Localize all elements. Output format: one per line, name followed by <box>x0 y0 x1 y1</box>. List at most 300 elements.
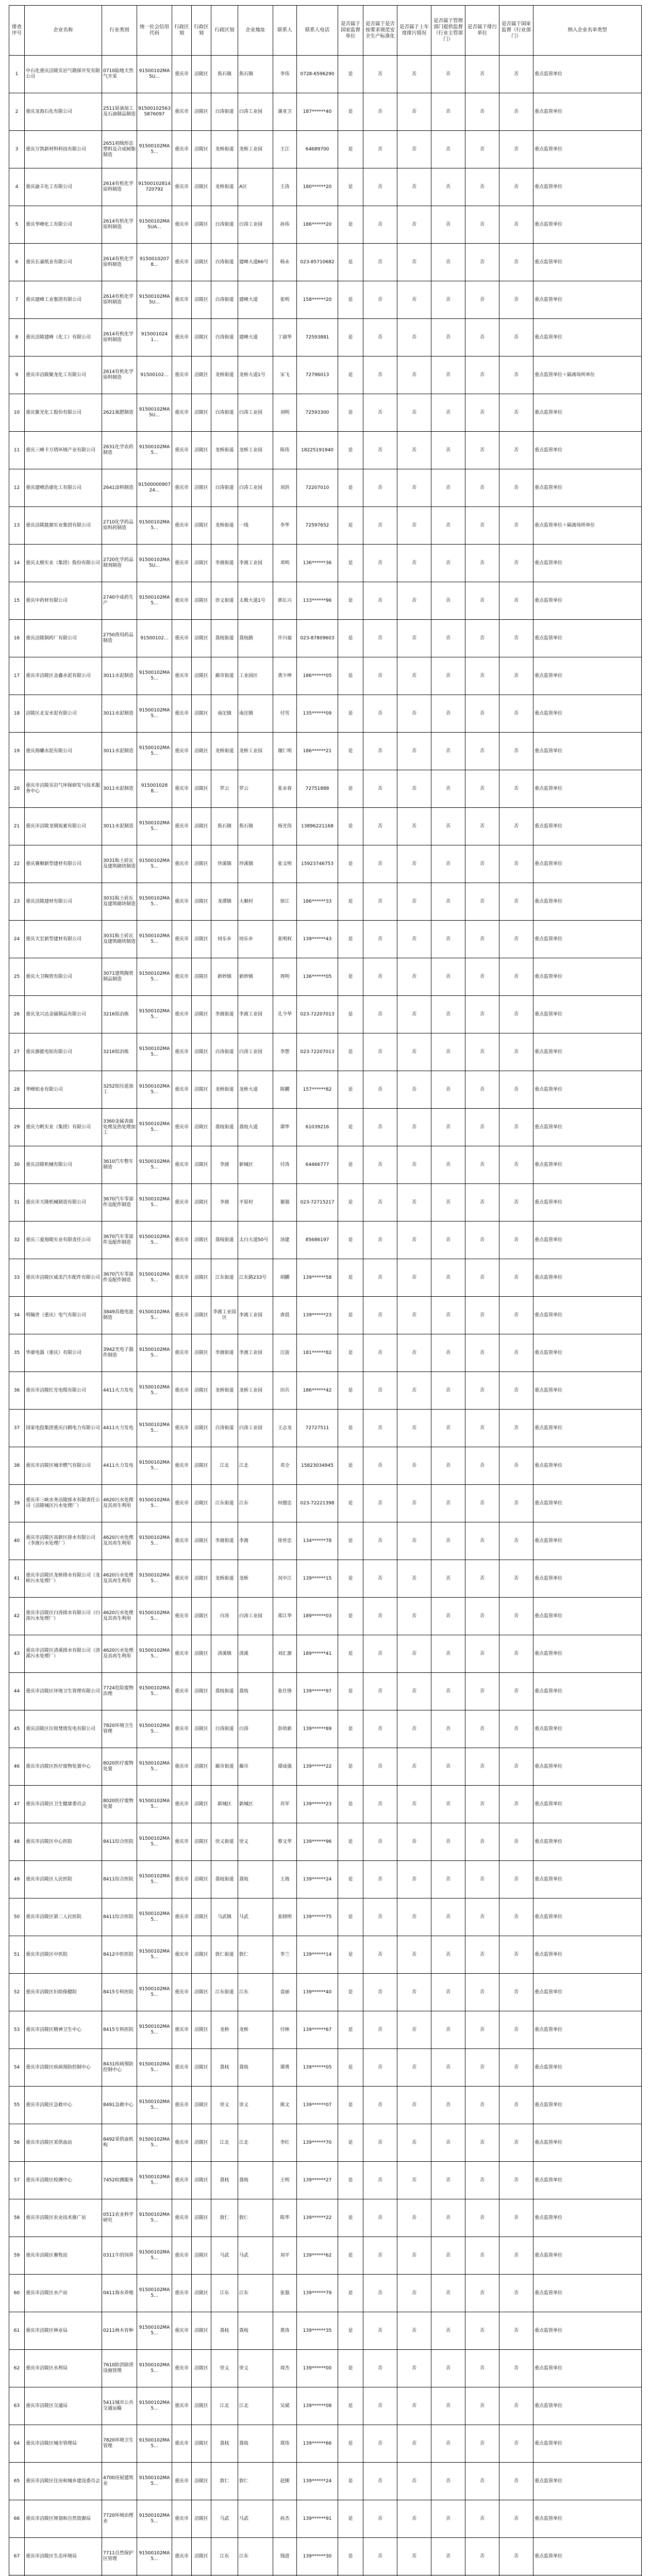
cell-contact: 谭勇 <box>273 2049 297 2087</box>
cell-code: 91500102MA5... <box>137 1447 172 1485</box>
cell-dist: 荔枝街道 <box>211 620 238 657</box>
cell-code: 91500102MA5... <box>137 1146 172 1184</box>
cell-phone: 139******91 <box>297 2500 338 2538</box>
cell-c1: 是 <box>338 1146 363 1184</box>
cell-name: 重庆市涪陵区中医院 <box>25 1936 102 1974</box>
cell-seq: 3 <box>9 131 25 168</box>
cell-c1: 是 <box>338 2500 363 2538</box>
cell-addr: 荔枝路 <box>238 620 273 657</box>
cell-c7: 重点监管单位 <box>534 319 642 357</box>
cell-c5: 否 <box>465 2087 499 2124</box>
cell-industry: 8411综合医院 <box>102 1861 137 1899</box>
cell-c3: 否 <box>397 1974 431 2011</box>
cell-c3: 否 <box>397 394 431 432</box>
cell-c6: 否 <box>499 2049 534 2087</box>
cell-seq: 33 <box>9 1259 25 1297</box>
cell-c7: 重点监管单位 <box>534 921 642 958</box>
cell-c5: 否 <box>465 2011 499 2049</box>
cell-city: 涪陵区 <box>192 1259 211 1297</box>
cell-c6: 否 <box>499 319 534 357</box>
cell-c7: 重点监管单位 <box>534 1710 642 1748</box>
table-row <box>9 2011 642 2049</box>
cell-addr: 李渡 <box>238 1522 273 1560</box>
cell-phone: 72796013 <box>297 357 338 394</box>
cell-seq: 30 <box>9 1146 25 1184</box>
cell-industry: 2720化学药品制剂制造 <box>102 545 137 582</box>
cell-prov: 重庆市 <box>172 93 192 131</box>
cell-c6: 否 <box>499 56 534 93</box>
cell-city: 涪陵区 <box>192 357 211 394</box>
cell-industry: 4620污水处理及其再生利用 <box>102 1560 137 1598</box>
cell-c3: 否 <box>397 2199 431 2237</box>
cell-phone: 61039216 <box>297 1109 338 1146</box>
cell-c7: 重点监管单位 <box>534 1786 642 1823</box>
cell-name: 重庆市涪陵区人民医院 <box>25 1861 102 1899</box>
cell-c6: 否 <box>499 1823 534 1861</box>
cell-c5: 否 <box>465 1372 499 1410</box>
cell-dist: 龙潭镇 <box>211 883 238 921</box>
cell-seq: 48 <box>9 1823 25 1861</box>
table-row <box>9 1823 642 1861</box>
cell-dist: 荔枝 <box>211 2049 238 2087</box>
cell-addr: 太极大道1号 <box>238 582 273 620</box>
cell-contact: 唐晨 <box>273 1297 297 1334</box>
cell-contact: 徐世忠 <box>273 1522 297 1560</box>
cell-dist: 江东 <box>211 2538 238 2575</box>
cell-c4: 否 <box>431 1334 465 1372</box>
cell-city: 涪陵区 <box>192 56 211 93</box>
cell-c4: 否 <box>431 1974 465 2011</box>
cell-c2: 否 <box>363 1899 397 1936</box>
cell-contact: 汪波 <box>273 1334 297 1372</box>
cell-seq: 8 <box>9 319 25 357</box>
cell-seq: 6 <box>9 244 25 281</box>
cell-c1: 是 <box>338 1372 363 1410</box>
cell-c1: 是 <box>338 319 363 357</box>
cell-phone: 133******96 <box>297 582 338 620</box>
cell-industry: 8492采供血机构 <box>102 2124 137 2162</box>
table-row <box>9 1560 642 1598</box>
cell-c6: 否 <box>499 921 534 958</box>
cell-addr: 荔枝 <box>238 1673 273 1710</box>
cell-c7: 重点监管单位 <box>534 695 642 733</box>
cell-code: 91500102MA5... <box>137 2237 172 2275</box>
cell-c3: 否 <box>397 657 431 695</box>
cell-c2: 否 <box>363 1748 397 1786</box>
cell-phone: 139******89 <box>297 1710 338 1748</box>
cell-c2: 否 <box>363 206 397 244</box>
cell-name: 重庆市三峡水务涪陵排水有限责任公司（涪陵城区污水处理厂） <box>25 1485 102 1522</box>
cell-dist: 龙桥街道 <box>211 432 238 469</box>
cell-c5: 否 <box>465 958 499 996</box>
cell-dist: 龙桥 <box>211 2011 238 2049</box>
cell-dist: 白涛街道 <box>211 394 238 432</box>
cell-c6: 否 <box>499 2011 534 2049</box>
cell-c5: 否 <box>465 770 499 808</box>
cell-c4: 否 <box>431 1710 465 1748</box>
cell-city: 涪陵区 <box>192 1936 211 1974</box>
cell-c4: 否 <box>431 432 465 469</box>
cell-prov: 重庆市 <box>172 545 192 582</box>
cell-c5: 否 <box>465 1936 499 1974</box>
cell-c4: 否 <box>431 845 465 883</box>
cell-phone: 13896221168 <box>297 808 338 845</box>
cell-dist: 白涛街道 <box>211 281 238 319</box>
cell-addr: 敦仁 <box>238 1936 273 1974</box>
cell-c7: 重点监管单位 <box>534 620 642 657</box>
cell-c6: 否 <box>499 394 534 432</box>
cell-c2: 否 <box>363 1974 397 2011</box>
cell-c7: 重点监管单位 <box>534 56 642 93</box>
cell-c2: 否 <box>363 1410 397 1447</box>
document-page <box>9 0 641 2576</box>
cell-c3: 否 <box>397 2312 431 2350</box>
cell-c1: 是 <box>338 1823 363 1861</box>
cell-prov: 重庆市 <box>172 1184 192 1222</box>
cell-c2: 否 <box>363 2350 397 2387</box>
cell-name: 重庆涪陵区垃圾焚烧发电有限公司 <box>25 1710 102 1748</box>
cell-c6: 否 <box>499 1297 534 1334</box>
cell-c4: 否 <box>431 2049 465 2087</box>
cell-industry: 8412中医医院 <box>102 1936 137 1974</box>
cell-c4: 否 <box>431 1259 465 1297</box>
cell-addr: 龙桥工业园 <box>238 1372 273 1410</box>
cell-name: 重庆市涪陵区城市管理局 <box>25 2425 102 2463</box>
cell-c6: 否 <box>499 1334 534 1372</box>
cell-seq: 53 <box>9 2011 25 2049</box>
cell-c1: 是 <box>338 1861 363 1899</box>
table-row <box>9 733 642 770</box>
cell-city: 涪陵区 <box>192 469 211 507</box>
cell-c1: 是 <box>338 695 363 733</box>
cell-code: 91500102MA5... <box>137 2011 172 2049</box>
cell-name: 重庆涪陵建材有限公司 <box>25 883 102 921</box>
cell-city: 涪陵区 <box>192 2237 211 2275</box>
cell-c5: 否 <box>465 1560 499 1598</box>
cell-contact: 张永春 <box>273 770 297 808</box>
cell-c6: 否 <box>499 1936 534 1974</box>
cell-prov: 重庆市 <box>172 2350 192 2387</box>
cell-c7: 重点监管单位 <box>534 469 642 507</box>
cell-c4: 否 <box>431 2237 465 2275</box>
cell-seq: 62 <box>9 2350 25 2387</box>
cell-c3: 否 <box>397 244 431 281</box>
cell-c3: 否 <box>397 2237 431 2275</box>
cell-c5: 否 <box>465 2463 499 2500</box>
cell-c3: 否 <box>397 733 431 770</box>
cell-dist: 马武 <box>211 2500 238 2538</box>
table-row <box>9 2538 642 2575</box>
cell-addr: 李渡工业园 <box>238 996 273 1033</box>
table-row <box>9 1259 642 1297</box>
cell-c5: 否 <box>465 845 499 883</box>
table-row <box>9 808 642 845</box>
cell-city: 涪陵区 <box>192 1974 211 2011</box>
cell-c5: 否 <box>465 1334 499 1372</box>
cell-c2: 否 <box>363 432 397 469</box>
cell-contact: 付林 <box>273 2011 297 2049</box>
cell-c3: 否 <box>397 695 431 733</box>
cell-c4: 否 <box>431 2350 465 2387</box>
cell-c7: 重点监管单位 <box>534 1071 642 1109</box>
cell-c5: 否 <box>465 1184 499 1222</box>
cell-c4: 否 <box>431 168 465 206</box>
cell-c5: 否 <box>465 1410 499 1447</box>
cell-prov: 重庆市 <box>172 1033 192 1071</box>
cell-c2: 否 <box>363 56 397 93</box>
cell-prov: 重庆市 <box>172 921 192 958</box>
table-row <box>9 2500 642 2538</box>
cell-prov: 重庆市 <box>172 507 192 545</box>
cell-name: 重庆太极实业（集团）股份有限公司 <box>25 545 102 582</box>
cell-c6: 否 <box>499 1861 534 1899</box>
cell-c7: 重点监管单位 <box>534 131 642 168</box>
cell-c6: 否 <box>499 2312 534 2350</box>
cell-industry: 8431疾病预防控制中心 <box>102 2049 137 2087</box>
cell-dist: 珍溪镇 <box>211 845 238 883</box>
cell-c7: 重点监管单位 <box>534 1522 642 1560</box>
cell-dist: 李渡 <box>211 1146 238 1184</box>
cell-prov: 重庆市 <box>172 958 192 996</box>
cell-c2: 否 <box>363 1071 397 1109</box>
cell-industry: 3216铝冶炼 <box>102 996 137 1033</box>
header-city: 行政区划 <box>192 6 211 56</box>
cell-c3: 否 <box>397 2275 431 2312</box>
cell-addr: 白涛工业园 <box>238 93 273 131</box>
cell-prov: 重庆市 <box>172 2199 192 2237</box>
table-row <box>9 1936 642 1974</box>
cell-addr: 新城区 <box>238 1786 273 1823</box>
cell-contact: 张晓明 <box>273 1899 297 1936</box>
cell-prov: 重庆市 <box>172 1974 192 2011</box>
cell-c1: 是 <box>338 1334 363 1372</box>
cell-phone: 139******23 <box>297 1297 338 1334</box>
table-row <box>9 2275 642 2312</box>
cell-contact: 李兰 <box>273 1936 297 1974</box>
cell-c6: 否 <box>499 2463 534 2500</box>
cell-c3: 否 <box>397 1635 431 1673</box>
cell-code: 91500102MA5... <box>137 695 172 733</box>
header-addr: 企业地址 <box>238 6 273 56</box>
table-row <box>9 281 642 319</box>
cell-c2: 否 <box>363 657 397 695</box>
cell-addr: 罗云 <box>238 770 273 808</box>
cell-industry: 2614有机化学原料制造 <box>102 206 137 244</box>
cell-c1: 是 <box>338 958 363 996</box>
table-row <box>9 357 642 394</box>
cell-addr: 马武 <box>238 2237 273 2275</box>
cell-c6: 否 <box>499 1447 534 1485</box>
cell-prov: 重庆市 <box>172 657 192 695</box>
cell-c6: 否 <box>499 168 534 206</box>
cell-addr: 江东 <box>238 2538 273 2575</box>
cell-c3: 否 <box>397 582 431 620</box>
cell-phone: 134******78 <box>297 1522 338 1560</box>
table-row <box>9 1598 642 1635</box>
cell-c4: 否 <box>431 1109 465 1146</box>
table-row <box>9 2049 642 2087</box>
cell-code: 91500102MA5... <box>137 2500 172 2538</box>
cell-contact: 汤建 <box>273 1222 297 1259</box>
cell-c3: 否 <box>397 1485 431 1522</box>
cell-dist: 白涛街道 <box>211 244 238 281</box>
cell-phone: 158******20 <box>297 281 338 319</box>
cell-city: 涪陵区 <box>192 582 211 620</box>
cell-city: 涪陵区 <box>192 2199 211 2237</box>
cell-industry: 0710陆地天然气开采 <box>102 56 137 93</box>
cell-name: 重庆市涪陵区疾病预防控制中心 <box>25 2049 102 2087</box>
cell-code: 91500102814720792 <box>137 168 172 206</box>
cell-c4: 否 <box>431 319 465 357</box>
cell-c2: 否 <box>363 2162 397 2199</box>
cell-prov: 重庆市 <box>172 1146 192 1184</box>
cell-seq: 9 <box>9 357 25 394</box>
cell-c7: 重点监管单位 <box>534 545 642 582</box>
cell-c3: 否 <box>397 469 431 507</box>
table-row <box>9 394 642 432</box>
cell-c2: 否 <box>363 582 397 620</box>
cell-city: 涪陵区 <box>192 1410 211 1447</box>
cell-c1: 是 <box>338 2463 363 2500</box>
cell-city: 涪陵区 <box>192 1334 211 1372</box>
table-row <box>9 2124 642 2162</box>
cell-dist: 焦石镇 <box>211 808 238 845</box>
cell-name: 重庆涪陵制药厂有限公司 <box>25 620 102 657</box>
cell-name: 重庆大卫陶瓷有限公司 <box>25 958 102 996</box>
cell-industry: 7452检测服务 <box>102 2162 137 2199</box>
cell-industry: 2614有机化学原料制造 <box>102 168 137 206</box>
cell-contact: 许川福 <box>273 620 297 657</box>
cell-c5: 否 <box>465 883 499 921</box>
cell-c7: 重点监管单位 <box>534 2162 642 2199</box>
table-row <box>9 1673 642 1710</box>
cell-dist: 龙桥街道 <box>211 1560 238 1598</box>
cell-c1: 是 <box>338 1748 363 1786</box>
cell-name: 重庆紫光化工股份有限公司 <box>25 394 102 432</box>
cell-phone: 186******20 <box>297 206 338 244</box>
cell-c3: 否 <box>397 1522 431 1560</box>
cell-code: 9150010288... <box>137 770 172 808</box>
cell-phone: 186******21 <box>297 733 338 770</box>
cell-c1: 是 <box>338 2312 363 2350</box>
cell-contact: 刘洪 <box>273 469 297 507</box>
table-row <box>9 1410 642 1447</box>
cell-code: 91500102MA5... <box>137 733 172 770</box>
cell-code: 91500102MA5U... <box>137 394 172 432</box>
cell-prov: 重庆市 <box>172 770 192 808</box>
cell-seq: 60 <box>9 2275 25 2312</box>
cell-c1: 是 <box>338 545 363 582</box>
cell-c2: 否 <box>363 808 397 845</box>
cell-c1: 是 <box>338 206 363 244</box>
cell-prov: 重庆市 <box>172 1598 192 1635</box>
cell-prov: 重庆市 <box>172 1410 192 1447</box>
cell-contact: 熊文 <box>273 2087 297 2124</box>
cell-c2: 否 <box>363 1297 397 1334</box>
cell-code: 91500102... <box>137 357 172 394</box>
cell-dist: 崇义街道 <box>211 582 238 620</box>
cell-c3: 否 <box>397 1334 431 1372</box>
cell-phone: 136******05 <box>297 958 338 996</box>
cell-c3: 否 <box>397 1786 431 1823</box>
table-row <box>9 1184 642 1222</box>
cell-phone: 023-72221398 <box>297 1485 338 1522</box>
cell-c4: 否 <box>431 93 465 131</box>
cell-name: 重庆三爱海陵实业有限责任公司 <box>25 1222 102 1259</box>
cell-c5: 否 <box>465 1033 499 1071</box>
table-row <box>9 2463 642 2500</box>
cell-name: 重庆市涪陵区林业局 <box>25 2312 102 2350</box>
cell-c2: 否 <box>363 845 397 883</box>
cell-addr: 江东路233号 <box>238 1259 273 1297</box>
cell-contact: 付涛 <box>273 1146 297 1184</box>
cell-city: 涪陵区 <box>192 620 211 657</box>
header-c4: 是否属于管理部门提供监督（行业主管部门） <box>431 6 465 56</box>
cell-c3: 否 <box>397 1297 431 1334</box>
cell-city: 涪陵区 <box>192 2350 211 2387</box>
cell-code: 91500102MA5... <box>137 2199 172 2237</box>
header-c2: 是否属于是否按要求规范安全生产标准化 <box>363 6 397 56</box>
cell-contact: 刘汇源 <box>273 1635 297 1673</box>
cell-industry: 2614有机化学原料制造 <box>102 319 137 357</box>
cell-c6: 否 <box>499 1184 534 1222</box>
cell-phone: 139******30 <box>297 2538 338 2575</box>
cell-code: 91500102MA5... <box>137 2124 172 2162</box>
cell-c7: 重点监管单位＋隔离场所单位 <box>534 357 642 394</box>
cell-dist: 崇义 <box>211 2350 238 2387</box>
cell-contact: 李伟 <box>273 56 297 93</box>
cell-c2: 否 <box>363 883 397 921</box>
cell-c1: 是 <box>338 2199 363 2237</box>
cell-c7: 重点监管单位 <box>534 2087 642 2124</box>
cell-code: 9150000090724... <box>137 469 172 507</box>
cell-seq: 44 <box>9 1673 25 1710</box>
cell-c7: 重点监管单位 <box>534 1635 642 1673</box>
cell-dist: 龙桥街道 <box>211 1372 238 1410</box>
cell-c3: 否 <box>397 2350 431 2387</box>
cell-c2: 否 <box>363 1222 397 1259</box>
cell-dist: 罗云 <box>211 770 238 808</box>
cell-c1: 是 <box>338 2049 363 2087</box>
cell-code: 91500102MA5... <box>137 2387 172 2425</box>
cell-c2: 否 <box>363 2011 397 2049</box>
cell-dist: 江东 <box>211 2275 238 2312</box>
cell-contact: 王海 <box>273 1861 297 1899</box>
cell-prov: 重庆市 <box>172 1259 192 1297</box>
header-phone: 联系人电话 <box>297 6 338 56</box>
cell-c2: 否 <box>363 2049 397 2087</box>
cell-industry: 2651初级形态塑料及合成树脂制造 <box>102 131 137 168</box>
cell-phone: 023-72207013 <box>297 996 338 1033</box>
cell-seq: 15 <box>9 582 25 620</box>
cell-c6: 否 <box>499 1673 534 1710</box>
cell-c7: 重点监管单位 <box>534 996 642 1033</box>
cell-c7: 重点监管单位 <box>534 244 642 281</box>
cell-c7: 重点监管单位 <box>534 1109 642 1146</box>
cell-industry: 4411火力发电 <box>102 1372 137 1410</box>
cell-city: 涪陵区 <box>192 2538 211 2575</box>
cell-prov: 重庆市 <box>172 1861 192 1899</box>
table-row <box>9 1635 642 1673</box>
cell-code: 91500102MA5... <box>137 2049 172 2087</box>
cell-c1: 是 <box>338 507 363 545</box>
cell-code: 91500102MA5... <box>137 2087 172 2124</box>
cell-c6: 否 <box>499 507 534 545</box>
cell-city: 涪陵区 <box>192 1372 211 1410</box>
cell-c3: 否 <box>397 1560 431 1598</box>
cell-code: 91500102MA5... <box>137 2463 172 2500</box>
table-row <box>9 469 642 507</box>
